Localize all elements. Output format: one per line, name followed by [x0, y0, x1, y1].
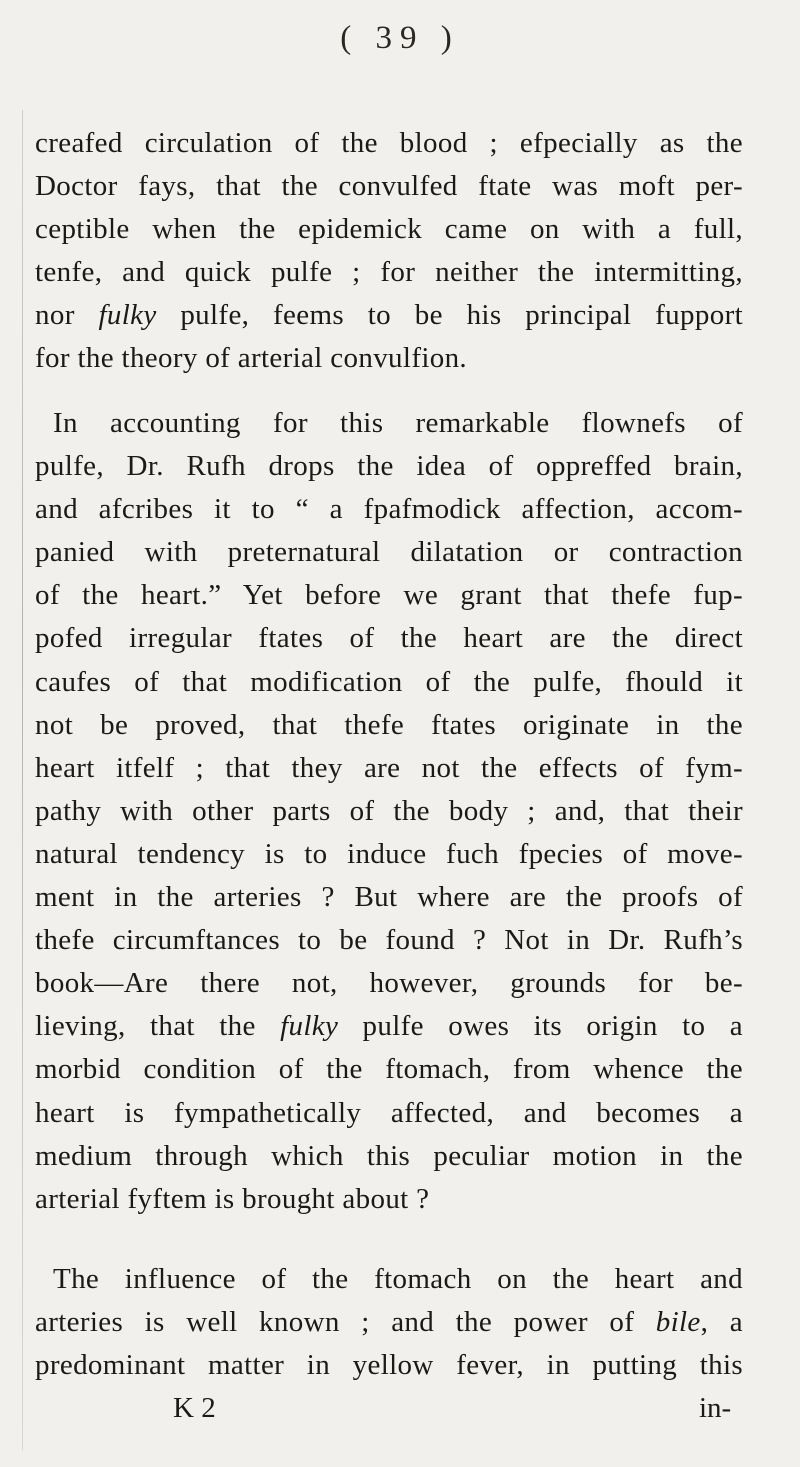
text-line: pulfe, Dr. Rufh drops the idea of oppreffed brain,: [35, 450, 743, 483]
text-line: Doctor fays, that the convulfed ftate was moft per-: [35, 170, 743, 203]
text-line: panied with preternatural dilatation or contraction: [35, 536, 743, 569]
text-line: ceptible when the epidemick came on with a full,: [35, 213, 743, 246]
text-line: arterial fyftem is brought about ?: [35, 1182, 430, 1215]
page-number: ( 39 ): [340, 20, 460, 56]
text-line: and afcribes it to “ a fpafmodick affection, accom-: [35, 493, 743, 526]
text-line: [35, 1005, 743, 1048]
italic-term: fulky: [280, 1010, 339, 1043]
italic-term: bile: [655, 1306, 701, 1339]
text-line: heart is fympathetically affected, and becomes a: [35, 1096, 743, 1129]
text-line: natural tendency is to induce fuch fpecies of move-: [35, 837, 743, 870]
text-run: pulfe owes its origin to a: [338, 1010, 743, 1043]
text-line: morbid condition of the ftomach, from whence the: [35, 1053, 743, 1086]
text-run: arteries is well known ; and the power of: [35, 1306, 656, 1339]
signature-mark: K 2: [173, 1392, 216, 1424]
paragraph-3: [35, 1258, 743, 1387]
text-line: [35, 1301, 743, 1344]
text-line: for the theory of arterial convulfion.: [35, 342, 468, 375]
text-line: [35, 294, 743, 337]
page-gutter-shadow: [22, 110, 23, 1450]
text-line: not be proved, that thefe ftates originate in the: [35, 708, 743, 741]
text-line: pathy with other parts of the body ; and, that their: [35, 794, 743, 827]
text-line: ment in the arteries ? But where are the proofs of: [35, 881, 743, 914]
text-line: medium through which this peculiar motion in the: [35, 1139, 743, 1172]
italic-term: fulky: [98, 299, 157, 332]
text-run: lieving, that the: [35, 1010, 281, 1043]
text-line: heart itfelf ; that they are not the effects of fym-: [35, 751, 743, 784]
text-line: pofed irregular ftates of the heart are the direct: [35, 622, 743, 655]
catchword: in-: [699, 1392, 732, 1424]
text-run: , a: [700, 1306, 743, 1339]
text-line: predominant matter in yellow fever, in putting this: [35, 1349, 743, 1382]
text-run: nor: [35, 299, 99, 332]
text-run: pulfe, feems to be his principal fupport: [156, 299, 743, 332]
text-line: The influence of the ftomach on the heart and: [53, 1263, 743, 1295]
text-line: thefe circumftances to be found ? Not in Dr. Rufh’s: [35, 924, 743, 957]
text-line: book—Are there not, however, grounds for be-: [35, 967, 743, 1000]
text-line: caufes of that modification of the pulfe, fhould it: [35, 665, 743, 698]
paragraph-2: [35, 402, 743, 1221]
text-line: creafed circulation of the blood ; efpecially as the: [35, 127, 743, 159]
text-line: In accounting for this remarkable flownefs of: [53, 407, 743, 439]
paragraph-1: [35, 122, 743, 381]
text-line: tenfe, and quick pulfe ; for neither the intermitting,: [35, 256, 743, 289]
text-line: of the heart.” Yet before we grant that thefe fup-: [35, 579, 743, 612]
